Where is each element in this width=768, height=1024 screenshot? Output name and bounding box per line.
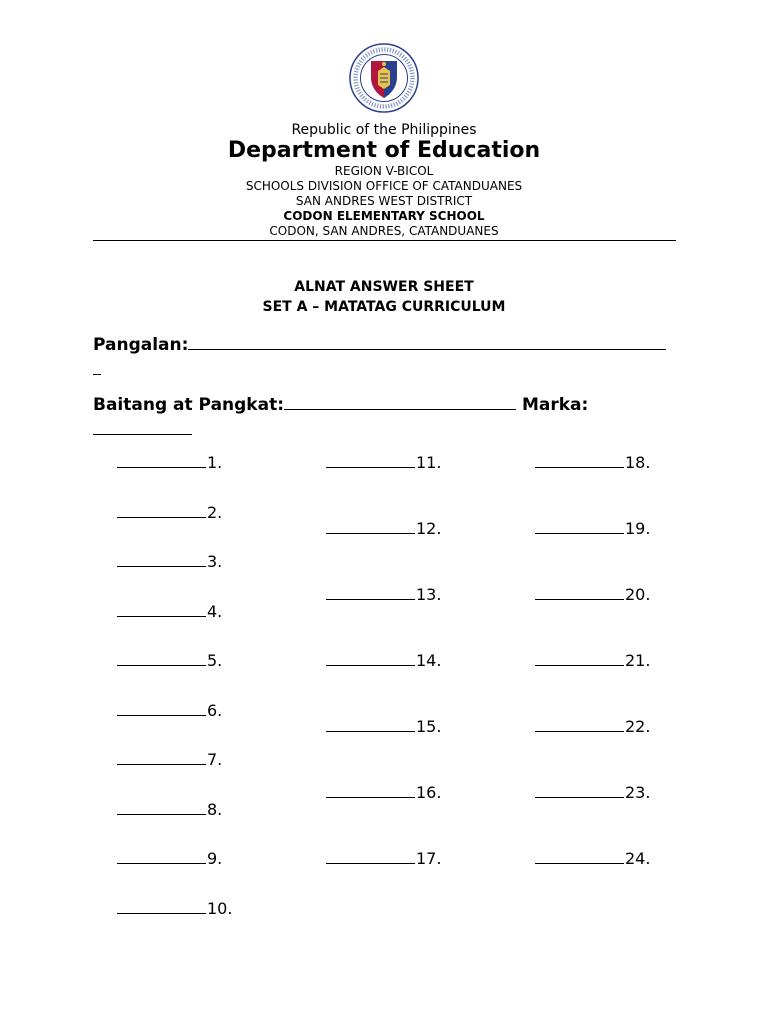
score-blank[interactable] xyxy=(93,418,192,435)
answer-blank[interactable] xyxy=(326,717,415,732)
answer-item[interactable] xyxy=(326,519,441,538)
item-number: 19. xyxy=(625,519,651,538)
answer-item[interactable] xyxy=(326,717,441,736)
answer-item[interactable] xyxy=(326,783,441,802)
answer-blank[interactable] xyxy=(326,585,415,600)
answer-blank[interactable] xyxy=(326,651,415,666)
item-number: 5. xyxy=(207,651,223,670)
school-address: CODON, SAN ANDRES, CATANDUANES xyxy=(269,224,499,238)
answer-item[interactable] xyxy=(117,602,222,621)
item-number: 1. xyxy=(207,453,223,472)
answer-blank[interactable] xyxy=(535,849,624,864)
answer-blank[interactable] xyxy=(117,849,206,864)
item-number: 21. xyxy=(625,651,651,670)
item-number: 6. xyxy=(207,701,223,720)
answer-blank[interactable] xyxy=(326,519,415,534)
answer-item[interactable] xyxy=(117,651,222,670)
item-number: 22. xyxy=(625,717,651,736)
item-number: 14. xyxy=(416,651,442,670)
name-blank[interactable] xyxy=(188,333,666,350)
answer-blank[interactable] xyxy=(326,453,415,468)
grade-section-field[interactable] xyxy=(93,393,588,415)
answer-blank[interactable] xyxy=(535,453,624,468)
answer-item[interactable] xyxy=(535,453,650,472)
answer-item[interactable] xyxy=(117,552,222,571)
answer-item[interactable] xyxy=(117,453,222,472)
name-label: Pangalan: xyxy=(93,335,189,355)
answer-item[interactable] xyxy=(535,519,650,538)
item-number: 4. xyxy=(207,602,223,621)
answer-blank[interactable] xyxy=(117,750,206,765)
answer-item[interactable] xyxy=(326,651,441,670)
item-number: 7. xyxy=(207,750,223,769)
grade-section-blank[interactable] xyxy=(284,393,516,410)
answer-blank[interactable] xyxy=(117,800,206,815)
deped-seal-logo xyxy=(349,43,419,113)
department-title: Department of Education xyxy=(227,138,541,163)
answer-blank[interactable] xyxy=(535,585,624,600)
district-line: SAN ANDRES WEST DISTRICT xyxy=(295,194,473,208)
item-number: 9. xyxy=(207,849,223,868)
sheet-title: ALNAT ANSWER SHEET xyxy=(294,279,474,295)
item-number: 16. xyxy=(416,783,442,802)
item-number: 13. xyxy=(416,585,442,604)
answer-blank[interactable] xyxy=(117,899,206,914)
item-number: 17. xyxy=(416,849,442,868)
item-number: 2. xyxy=(207,503,223,522)
name-field-continuation xyxy=(93,358,101,380)
answer-item[interactable] xyxy=(117,503,222,522)
answer-item[interactable] xyxy=(117,899,232,918)
answer-item[interactable] xyxy=(326,585,441,604)
item-number: 10. xyxy=(207,899,233,918)
item-number: 8. xyxy=(207,800,223,819)
school-name: CODON ELEMENTARY SCHOOL xyxy=(283,209,485,223)
answer-blank[interactable] xyxy=(326,783,415,798)
item-number: 20. xyxy=(625,585,651,604)
grade-section-label: Baitang at Pangkat: xyxy=(93,395,285,415)
answer-item[interactable] xyxy=(326,453,441,472)
name-field[interactable] xyxy=(93,333,666,355)
answer-blank[interactable] xyxy=(117,552,206,567)
answer-item[interactable] xyxy=(117,849,222,868)
answer-blank[interactable] xyxy=(117,651,206,666)
answer-blank[interactable] xyxy=(535,783,624,798)
republic-line: Republic of the Philippines xyxy=(291,122,477,138)
sheet-subtitle: SET A – MATATAG CURRICULUM xyxy=(262,299,506,315)
name-blank-overflow xyxy=(93,358,101,375)
answer-item[interactable] xyxy=(117,750,222,769)
answer-item[interactable] xyxy=(117,701,222,720)
answer-blank[interactable] xyxy=(535,519,624,534)
answer-blank[interactable] xyxy=(535,717,624,732)
item-number: 11. xyxy=(416,453,442,472)
division-line: SCHOOLS DIVISION OFFICE OF CATANDUANES xyxy=(245,179,523,193)
score-field[interactable] xyxy=(93,418,192,440)
item-number: 15. xyxy=(416,717,442,736)
answer-item[interactable] xyxy=(535,717,650,736)
answer-blank[interactable] xyxy=(117,453,206,468)
item-number: 12. xyxy=(416,519,442,538)
answer-blank[interactable] xyxy=(326,849,415,864)
item-number: 3. xyxy=(207,552,223,571)
score-label: Marka: xyxy=(521,395,589,415)
item-number: 24. xyxy=(625,849,651,868)
item-number: 23. xyxy=(625,783,651,802)
region-line: REGION V-BICOL xyxy=(334,164,434,178)
answer-item[interactable] xyxy=(535,585,650,604)
answer-blank[interactable] xyxy=(117,503,206,518)
answer-item[interactable] xyxy=(535,849,650,868)
item-number: 18. xyxy=(625,453,651,472)
answer-item[interactable] xyxy=(117,800,222,819)
answer-blank[interactable] xyxy=(535,651,624,666)
answer-item[interactable] xyxy=(326,849,441,868)
answer-blank[interactable] xyxy=(117,602,206,617)
header-divider xyxy=(93,240,676,241)
answer-item[interactable] xyxy=(535,651,650,670)
answer-item[interactable] xyxy=(535,783,650,802)
answer-blank[interactable] xyxy=(117,701,206,716)
